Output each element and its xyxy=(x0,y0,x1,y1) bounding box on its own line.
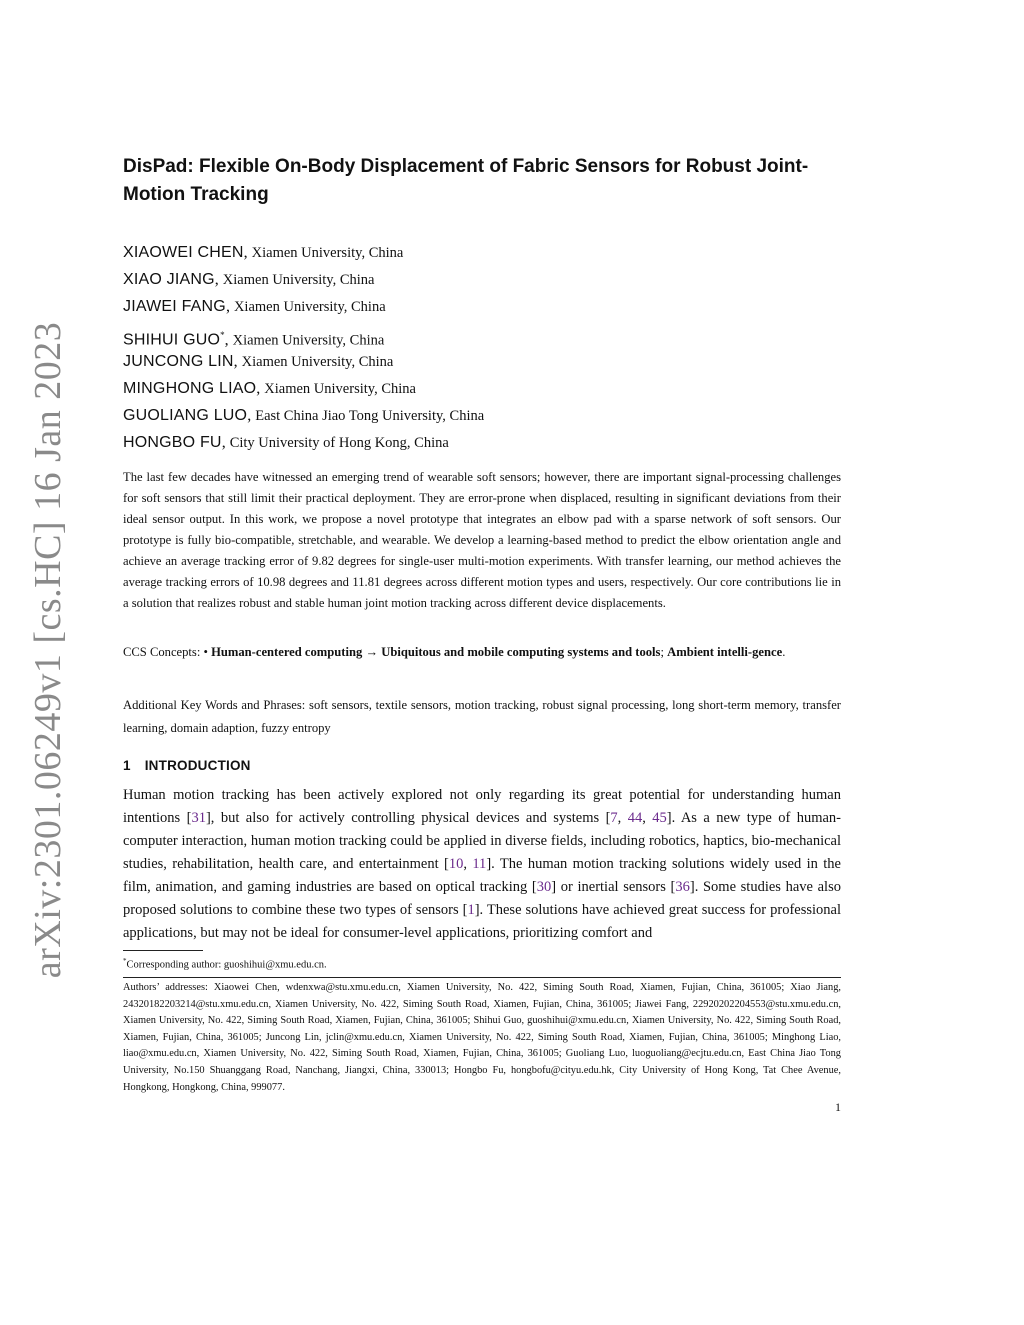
author-entry: XIAOWEI CHEN, Xiamen University, China xyxy=(123,244,404,261)
intro-text: ], but also for actively controlling physical devices and systems [ xyxy=(205,810,611,826)
citation-link[interactable]: 1 xyxy=(467,902,475,918)
corresponding-mark: * xyxy=(220,329,225,340)
author-entry: XIAO JIANG, Xiamen University, China xyxy=(123,271,375,289)
ccs-concept: Ubiquitous and mobile computing systems and tools xyxy=(381,645,661,659)
ccs-concept: Human-centered computing xyxy=(211,645,363,659)
paper-title: DisPad: Flexible On-Body Displacement of Fabric Sensors for Robust Joint-Motion Tracking xyxy=(123,156,809,205)
author-name: XIAO JIANG xyxy=(123,271,215,289)
intro-paragraph xyxy=(123,784,841,945)
ccs-concepts xyxy=(123,642,841,663)
author-affiliation: City University of Hong Kong, China xyxy=(229,435,449,452)
author-list xyxy=(123,241,484,459)
author-name: SHIHUI GUO xyxy=(123,330,221,348)
footnote xyxy=(123,954,327,973)
author-entry: GUOLIANG LUO, East China Jiao Tong University, China xyxy=(123,407,485,425)
author-name: XIAOWEI CHEN xyxy=(123,244,244,261)
arxiv-stamp-text: arXiv:2301.06249v1 [cs.HC] 16 Jan 2023 xyxy=(27,321,69,979)
citation-link[interactable]: 30 xyxy=(536,879,552,895)
footnote-mark: * xyxy=(123,957,127,965)
author-affiliation: Xiamen University, China xyxy=(264,380,416,397)
section-number: 1 xyxy=(123,758,131,773)
intro-text: ]. Some studies have also proposed solutions to combine these two types of sensors [ xyxy=(123,879,841,918)
author-name: HONGBO FU xyxy=(123,434,222,452)
section-title: INTRODUCTION xyxy=(144,758,251,773)
intro-text: , xyxy=(617,810,628,826)
author-affiliation: East China Jiao Tong University, China xyxy=(255,408,485,425)
author-affiliation: Xiamen University, China xyxy=(241,353,394,370)
author-affiliation: Xiamen University, China xyxy=(232,331,385,348)
author-affiliation: Xiamen University, China xyxy=(251,245,404,261)
author-affiliation: Xiamen University, China xyxy=(222,272,375,289)
author-name: JIAWEI FANG xyxy=(123,298,226,316)
citation-link[interactable]: 10 xyxy=(448,856,464,872)
ccs-arrow: → xyxy=(365,645,379,659)
citation-link[interactable]: 36 xyxy=(675,879,690,895)
citation-link[interactable]: 31 xyxy=(191,810,206,826)
intro-text: ]. As a new type of human-computer interaction, human motion tracking could be applied in diverse fields, including robotics, haptics, bio-mechanical studies, rehabilitation, health care, and entertainment [ xyxy=(123,810,841,872)
citation-link[interactable]: 7 xyxy=(610,810,618,826)
citation-link[interactable]: 45 xyxy=(652,810,667,826)
author-name: JUNCONG LIN xyxy=(123,352,234,370)
abstract: The last few decades have witnessed an emerging trend of wearable soft sensors; however, there are important signal-processing challenges for soft sensors that still limit their practical deployment. They are error-prone when displaced, resulting in significant deviations from their ideal sensor output. In this work, we propose a novel prototype that integrates an elbow pad with a sparse network of soft sensors. Our prototype is fully bio-compatible, stretchable, and wearable. We develop a learning-based method to predict the elbow orientation angle and achieve an average tracking error of 9.82 degrees for single-user multi-motion experiments. With transfer learning, our method achieves the average tracking errors of 10.98 degrees and 11.81 degrees across different motion types and users, respectively. Our core contributions lie in a solution that realizes robust and stable human joint motion tracking across different device displacements. xyxy=(123,470,841,610)
author-name: GUOLIANG LUO xyxy=(123,407,248,425)
ccs-end: . xyxy=(782,645,786,659)
author-entry: SHIHUI GUO*, Xiamen University, China xyxy=(123,329,385,348)
author-entry: JIAWEI FANG, Xiamen University, China xyxy=(123,298,386,316)
ccs-bullet: • xyxy=(203,645,208,659)
ccs-concept: Ambient intelli-gence xyxy=(667,645,783,659)
keywords: Additional Key Words and Phrases: soft sensors, textile sensors, motion tracking, robust signal processing, long short-term memory, transfer learning, domain adaption, fuzzy entropy xyxy=(123,698,841,735)
footnote-divider xyxy=(123,950,203,951)
citation-link[interactable]: 11 xyxy=(472,856,487,872)
author-entry: HONGBO FU, City University of Hong Kong, China xyxy=(123,434,449,452)
intro-text: ]. The human motion tracking solutions widely used in the film, animation, and gaming industries are based on optical tracking [ xyxy=(123,856,841,895)
intro-text: , xyxy=(463,856,473,872)
addresses-divider xyxy=(123,977,841,978)
section-heading xyxy=(123,758,251,773)
ccs-separator: ; xyxy=(660,645,664,659)
ccs-label: CCS Concepts: xyxy=(123,645,201,659)
footnote-text: Corresponding author: guoshihui@xmu.edu.cn. xyxy=(126,959,327,971)
author-addresses: Authors’ addresses: Xiaowei Chen, wdenxwa@stu.xmu.edu.cn, Xiamen University, No. 422, Siming South Road, Xiamen, Fujian, China, 361005; Xiao Jiang, 24320182203214@stu.xmu.edu.cn, Xiamen University, No. 422, Siming South Road, Xiamen, Fujian, China, 361005; Jiawei Fang, 22920202204553@stu.xmu.edu.cn, Xiamen University, No. 422, Siming South Road, Xiamen, Fujian, China, 361005; Shihui Guo, guoshihui@xmu.edu.cn, Xiamen University, No. 422, Siming South Road, Xiamen, Fujian, China, 361005; Juncong Lin, jclin@xmu.edu.cn, Xiamen University, No. 422, Siming South Road, Xiamen, Fujian, China, 361005; Minghong Liao, liao@xmu.edu.cn, Xiamen University, No. 422, Siming South Road, Xiamen, Fujian, China, 361005; Guoliang Luo, luoguoliang@ecjtu.edu.cn, East China Jiao Tong University, No.150 Shuanggang Road, Nanchang, Jiangxi, China, 330013; Hongbo Fu, hongbofu@cityu.edu.hk, City University of Hong Kong, Tat Chee Avenue, Hongkong, Hongkong, China, 999077. xyxy=(123,982,841,1093)
intro-text: ]. These solutions have achieved great success for professional applications, but may not be ideal for consumer-level applications, prioritizing comfort and xyxy=(123,902,841,941)
page-number: 1 xyxy=(835,1100,841,1114)
author-entry: JUNCONG LIN, Xiamen University, China xyxy=(123,352,394,370)
intro-text: , xyxy=(642,810,653,826)
intro-text: Human motion tracking has been actively explored not only regarding its great potential for understanding human intentions [ xyxy=(123,787,841,826)
author-affiliation: Xiamen University, China xyxy=(233,299,386,316)
intro-text: ] or inertial sensors [ xyxy=(551,879,676,895)
author-name: MINGHONG LIAO xyxy=(123,379,257,397)
author-entry: MINGHONG LIAO, Xiamen University, China xyxy=(123,379,416,397)
citation-link[interactable]: 44 xyxy=(627,810,643,826)
